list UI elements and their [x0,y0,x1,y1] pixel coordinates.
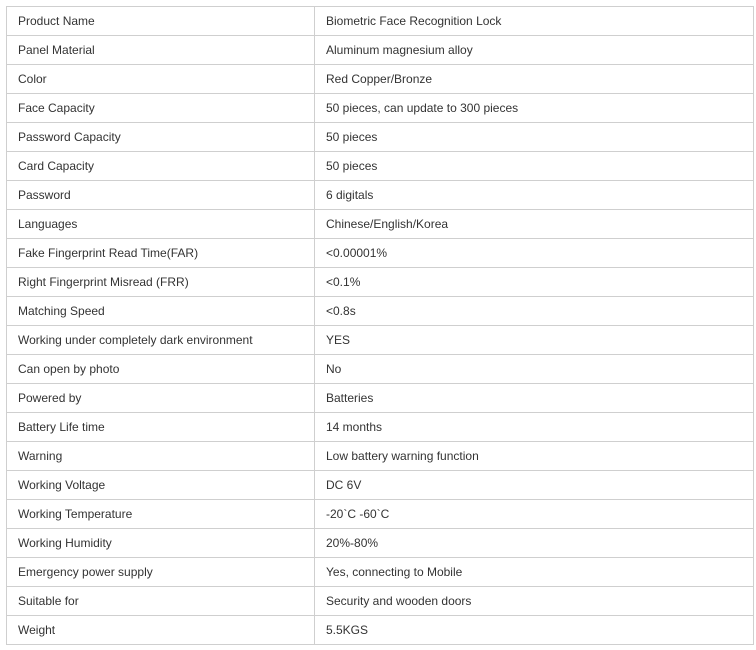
spec-value: 20%-80% [315,529,754,558]
spec-label: Panel Material [7,36,315,65]
spec-row [7,152,754,181]
spec-label: Right Fingerprint Misread (FRR) [7,268,315,297]
spec-value: YES [315,326,754,355]
spec-label: Working Voltage [7,471,315,500]
spec-label: Working Humidity [7,529,315,558]
spec-label: Face Capacity [7,94,315,123]
spec-label: Matching Speed [7,297,315,326]
spec-value: No [315,355,754,384]
spec-row [7,181,754,210]
spec-row [7,413,754,442]
spec-value: Security and wooden doors [315,587,754,616]
spec-value: Chinese/English/Korea [315,210,754,239]
spec-label: Battery Life time [7,413,315,442]
spec-label: Languages [7,210,315,239]
spec-value: -20`C -60`C [315,500,754,529]
spec-value: 50 pieces [315,123,754,152]
spec-value: Low battery warning function [315,442,754,471]
spec-row [7,384,754,413]
spec-label: Can open by photo [7,355,315,384]
spec-label: Warning [7,442,315,471]
spec-row [7,94,754,123]
spec-row [7,7,754,36]
spec-label: Color [7,65,315,94]
spec-row [7,442,754,471]
spec-row [7,297,754,326]
spec-label: Working under completely dark environment [7,326,315,355]
spec-table [6,6,754,645]
spec-label: Weight [7,616,315,645]
spec-value: Batteries [315,384,754,413]
spec-value: Biometric Face Recognition Lock [315,7,754,36]
spec-label: Suitable for [7,587,315,616]
spec-value: 50 pieces, can update to 300 pieces [315,94,754,123]
spec-label: Password Capacity [7,123,315,152]
spec-value: 6 digitals [315,181,754,210]
spec-label: Powered by [7,384,315,413]
spec-label: Password [7,181,315,210]
spec-label: Emergency power supply [7,558,315,587]
spec-value: DC 6V [315,471,754,500]
spec-row [7,65,754,94]
spec-row [7,239,754,268]
spec-value: Yes, connecting to Mobile [315,558,754,587]
spec-value: <0.8s [315,297,754,326]
spec-label: Card Capacity [7,152,315,181]
spec-row [7,123,754,152]
spec-label: Fake Fingerprint Read Time(FAR) [7,239,315,268]
spec-value: <0.1% [315,268,754,297]
spec-value: Aluminum magnesium alloy [315,36,754,65]
spec-value: 50 pieces [315,152,754,181]
spec-value: Red Copper/Bronze [315,65,754,94]
spec-row [7,616,754,645]
spec-value: 5.5KGS [315,616,754,645]
spec-row [7,529,754,558]
spec-value: 14 months [315,413,754,442]
spec-row [7,471,754,500]
spec-row [7,268,754,297]
spec-row [7,355,754,384]
spec-row [7,210,754,239]
spec-row [7,500,754,529]
spec-row [7,326,754,355]
spec-label: Working Temperature [7,500,315,529]
spec-row [7,36,754,65]
spec-row [7,558,754,587]
spec-table-body [7,7,754,645]
spec-label: Product Name [7,7,315,36]
spec-value: <0.00001% [315,239,754,268]
spec-row [7,587,754,616]
